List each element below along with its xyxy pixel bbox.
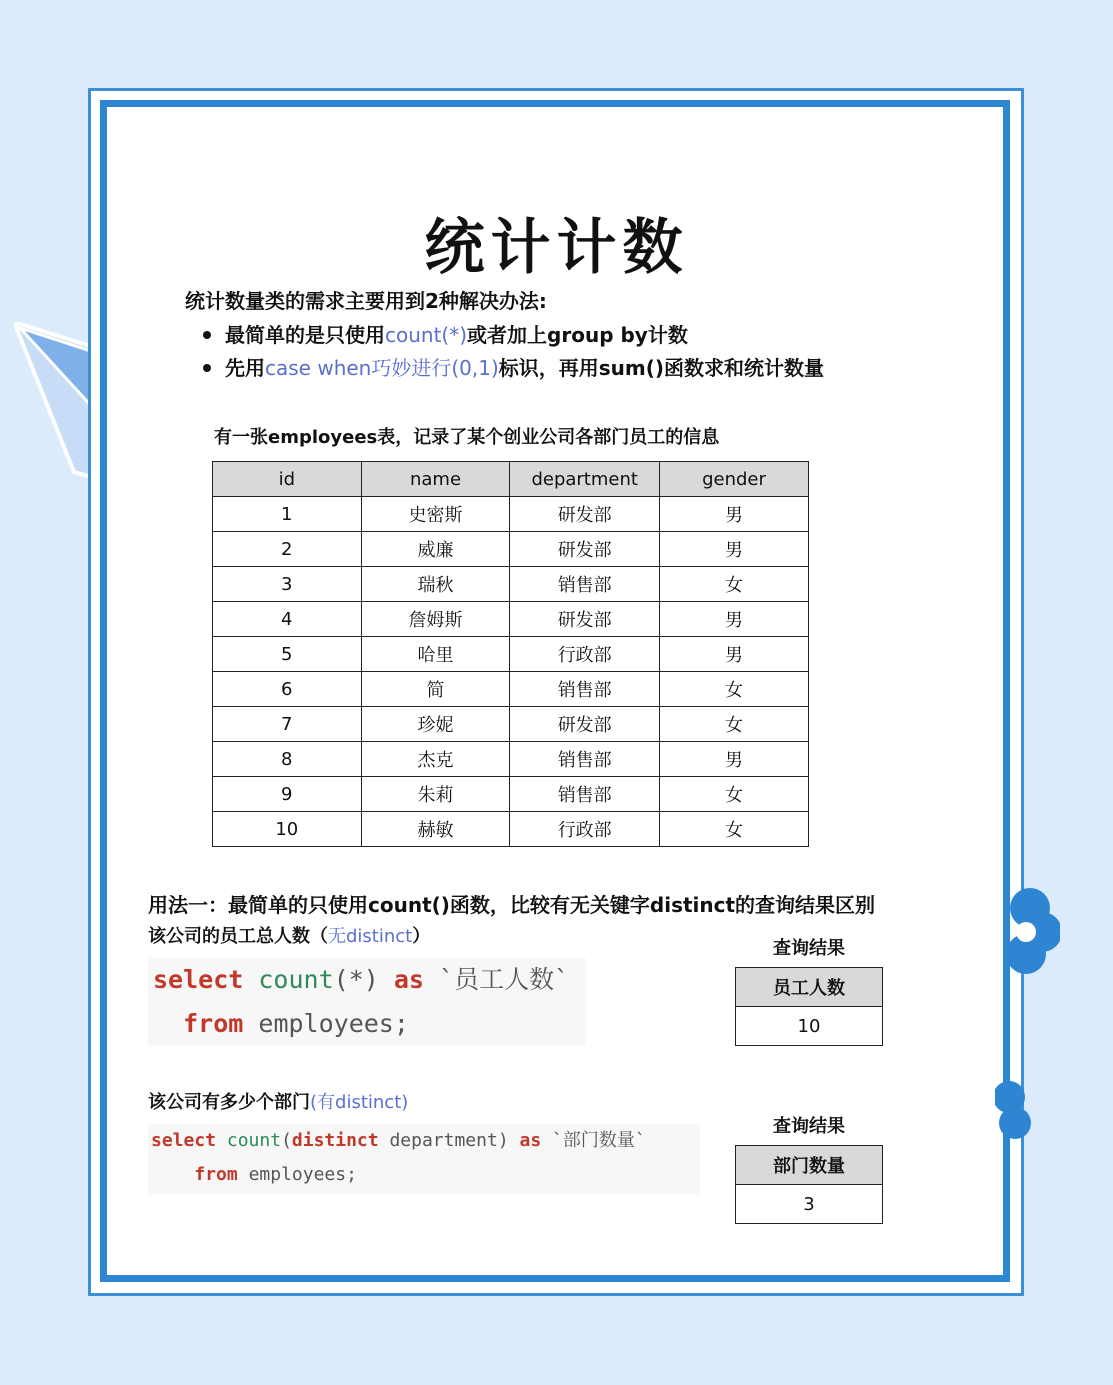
table-cell: 研发部	[510, 532, 660, 567]
result-value: 10	[736, 1007, 883, 1046]
table-cell: 10	[213, 812, 362, 847]
bullet-dot-icon	[203, 331, 211, 339]
table-cell: 研发部	[510, 497, 660, 532]
table-cell: 6	[213, 672, 362, 707]
table-row	[213, 707, 809, 742]
column-header: name	[361, 462, 510, 497]
table-cell: 7	[213, 707, 362, 742]
table-cell: 男	[659, 637, 808, 672]
result-label: 查询结果	[773, 938, 845, 959]
table-row	[213, 567, 809, 602]
table-cell: 男	[659, 497, 808, 532]
table-header-row	[213, 462, 809, 497]
table-cell: 3	[213, 567, 362, 602]
table-cell: 简	[361, 672, 510, 707]
table-row	[213, 602, 809, 637]
query1-label: 该公司的员工总人数（无distinct）	[148, 926, 431, 947]
result-table	[735, 1145, 883, 1224]
column-header: id	[213, 462, 362, 497]
bullet-item: 最简单的是只使用count(*)或者加上group by计数	[203, 320, 688, 350]
table-row	[213, 812, 809, 847]
table-cell: 5	[213, 637, 362, 672]
table-cell: 女	[659, 707, 808, 742]
intro-text: 统计数量类的需求主要用到2种解决办法:	[185, 289, 547, 313]
table-cell: 男	[659, 602, 808, 637]
table-caption: 有一张employees表，记录了某个创业公司各部门员工的信息	[214, 427, 720, 448]
employees-table	[212, 461, 809, 847]
table-cell: 杰克	[361, 742, 510, 777]
table-row	[213, 532, 809, 567]
table-cell: 销售部	[510, 567, 660, 602]
table-row	[213, 672, 809, 707]
table-cell: 男	[659, 532, 808, 567]
result-label: 查询结果	[773, 1116, 845, 1137]
table-cell: 哈里	[361, 637, 510, 672]
table-row	[213, 497, 809, 532]
table-cell: 女	[659, 672, 808, 707]
table-cell: 威廉	[361, 532, 510, 567]
table-cell: 行政部	[510, 637, 660, 672]
table-cell: 朱莉	[361, 777, 510, 812]
bullet-item: 先用case when巧妙进行(0,1)标识，再用sum()函数求和统计数量	[203, 353, 824, 383]
flower-icon	[990, 880, 1060, 980]
result-value: 3	[736, 1185, 883, 1224]
table-cell: 研发部	[510, 707, 660, 742]
table-cell: 赫敏	[361, 812, 510, 847]
page-title: 统计计数	[424, 213, 689, 283]
flower-icon	[995, 1075, 1035, 1155]
table-cell: 瑞秋	[361, 567, 510, 602]
table-row	[213, 742, 809, 777]
result-table	[735, 967, 883, 1046]
table-cell: 销售部	[510, 777, 660, 812]
table-cell: 1	[213, 497, 362, 532]
table-cell: 珍妮	[361, 707, 510, 742]
table-cell: 詹姆斯	[361, 602, 510, 637]
table-cell: 女	[659, 777, 808, 812]
bullet-dot-icon	[203, 364, 211, 372]
column-header: gender	[659, 462, 808, 497]
column-header: department	[510, 462, 660, 497]
table-cell: 史密斯	[361, 497, 510, 532]
table-row	[213, 777, 809, 812]
table-cell: 女	[659, 812, 808, 847]
table-cell: 女	[659, 567, 808, 602]
table-cell: 研发部	[510, 602, 660, 637]
table-cell: 销售部	[510, 742, 660, 777]
table-cell: 行政部	[510, 812, 660, 847]
table-cell: 2	[213, 532, 362, 567]
table-cell: 9	[213, 777, 362, 812]
result-header: 员工人数	[736, 968, 883, 1007]
table-cell: 4	[213, 602, 362, 637]
table-cell: 销售部	[510, 672, 660, 707]
table-cell: 8	[213, 742, 362, 777]
query2-label: 该公司有多少个部门(有distinct)	[148, 1092, 409, 1113]
result-header: 部门数量	[736, 1146, 883, 1185]
query2-code-block: select count(distinct department) as `部门数量` from employees;	[148, 1124, 700, 1194]
section-title: 用法一：最简单的只使用count()函数，比较有无关键字distinct的查询结果区别	[148, 893, 876, 917]
table-row	[213, 637, 809, 672]
table-cell: 男	[659, 742, 808, 777]
query1-code-block: select count(*) as `员工人数` from employees;	[148, 958, 586, 1046]
